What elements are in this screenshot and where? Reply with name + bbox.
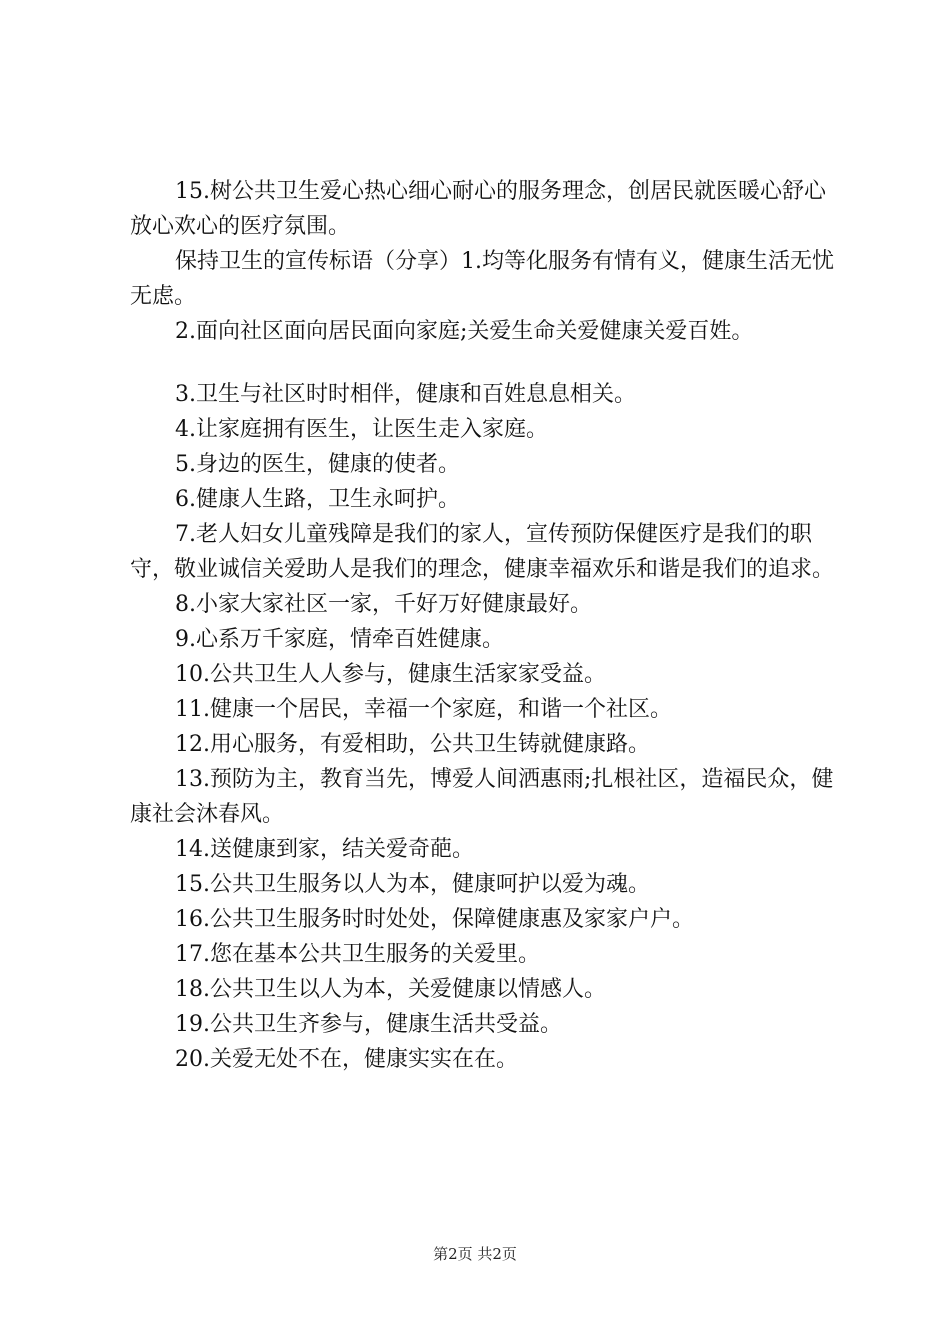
paragraph: 7.老人妇女儿童残障是我们的家人，宣传预防保健医疗是我们的职守，敬业诚信关爱助人是我们的理念，健康幸福欢乐和谐是我们的追求。 xyxy=(130,522,835,582)
paragraph: 16.公共卫生服务时时处处，保障健康惠及家家户户。 xyxy=(175,907,694,932)
paragraph: 11.健康一个居民，幸福一个家庭，和谐一个社区。 xyxy=(175,697,672,722)
paragraph: 18.公共卫生以人为本，关爱健康以情感人。 xyxy=(175,977,606,1002)
paragraph: 4.让家庭拥有医生，让医生走入家庭。 xyxy=(175,417,548,442)
paragraph: 15.公共卫生服务以人为本，健康呵护以爱为魂。 xyxy=(175,872,650,897)
paragraph: 2.面向社区面向居民面向家庭;关爱生命关爱健康关爱百姓。 xyxy=(175,319,754,344)
page-number-footer: 第2页 共2页 xyxy=(433,1245,517,1263)
paragraph: 14.送健康到家，结关爱奇葩。 xyxy=(175,837,474,862)
paragraph: 19.公共卫生齐参与，健康生活共受益。 xyxy=(175,1012,562,1037)
document-body xyxy=(130,174,845,1077)
paragraph: 保持卫生的宣传标语（分享）1.均等化服务有情有义，健康生活无忧无虑。 xyxy=(130,249,834,309)
paragraph: 5.身边的医生，健康的使者。 xyxy=(175,452,460,477)
paragraph: 6.健康人生路，卫生永呵护。 xyxy=(175,487,460,512)
paragraph: 8.小家大家社区一家，千好万好健康最好。 xyxy=(175,592,592,617)
paragraph: 13.预防为主，教育当先，博爱人间洒惠雨;扎根社区，造福民众，健康社会沐春风。 xyxy=(130,767,834,827)
paragraph: 17.您在基本公共卫生服务的关爱里。 xyxy=(175,942,540,967)
paragraph: 20.关爱无处不在，健康实实在在。 xyxy=(175,1047,518,1072)
paragraph: 3.卫生与社区时时相伴，健康和百姓息息相关。 xyxy=(175,382,636,407)
paragraph: 10.公共卫生人人参与，健康生活家家受益。 xyxy=(175,662,606,687)
paragraph: 9.心系万千家庭，情牵百姓健康。 xyxy=(175,627,504,652)
paragraph: 15.树公共卫生爱心热心细心耐心的服务理念，创居民就医暖心舒心放心欢心的医疗氛围。 xyxy=(130,179,826,239)
paragraph: 12.用心服务，有爱相助，公共卫生铸就健康路。 xyxy=(175,732,650,757)
